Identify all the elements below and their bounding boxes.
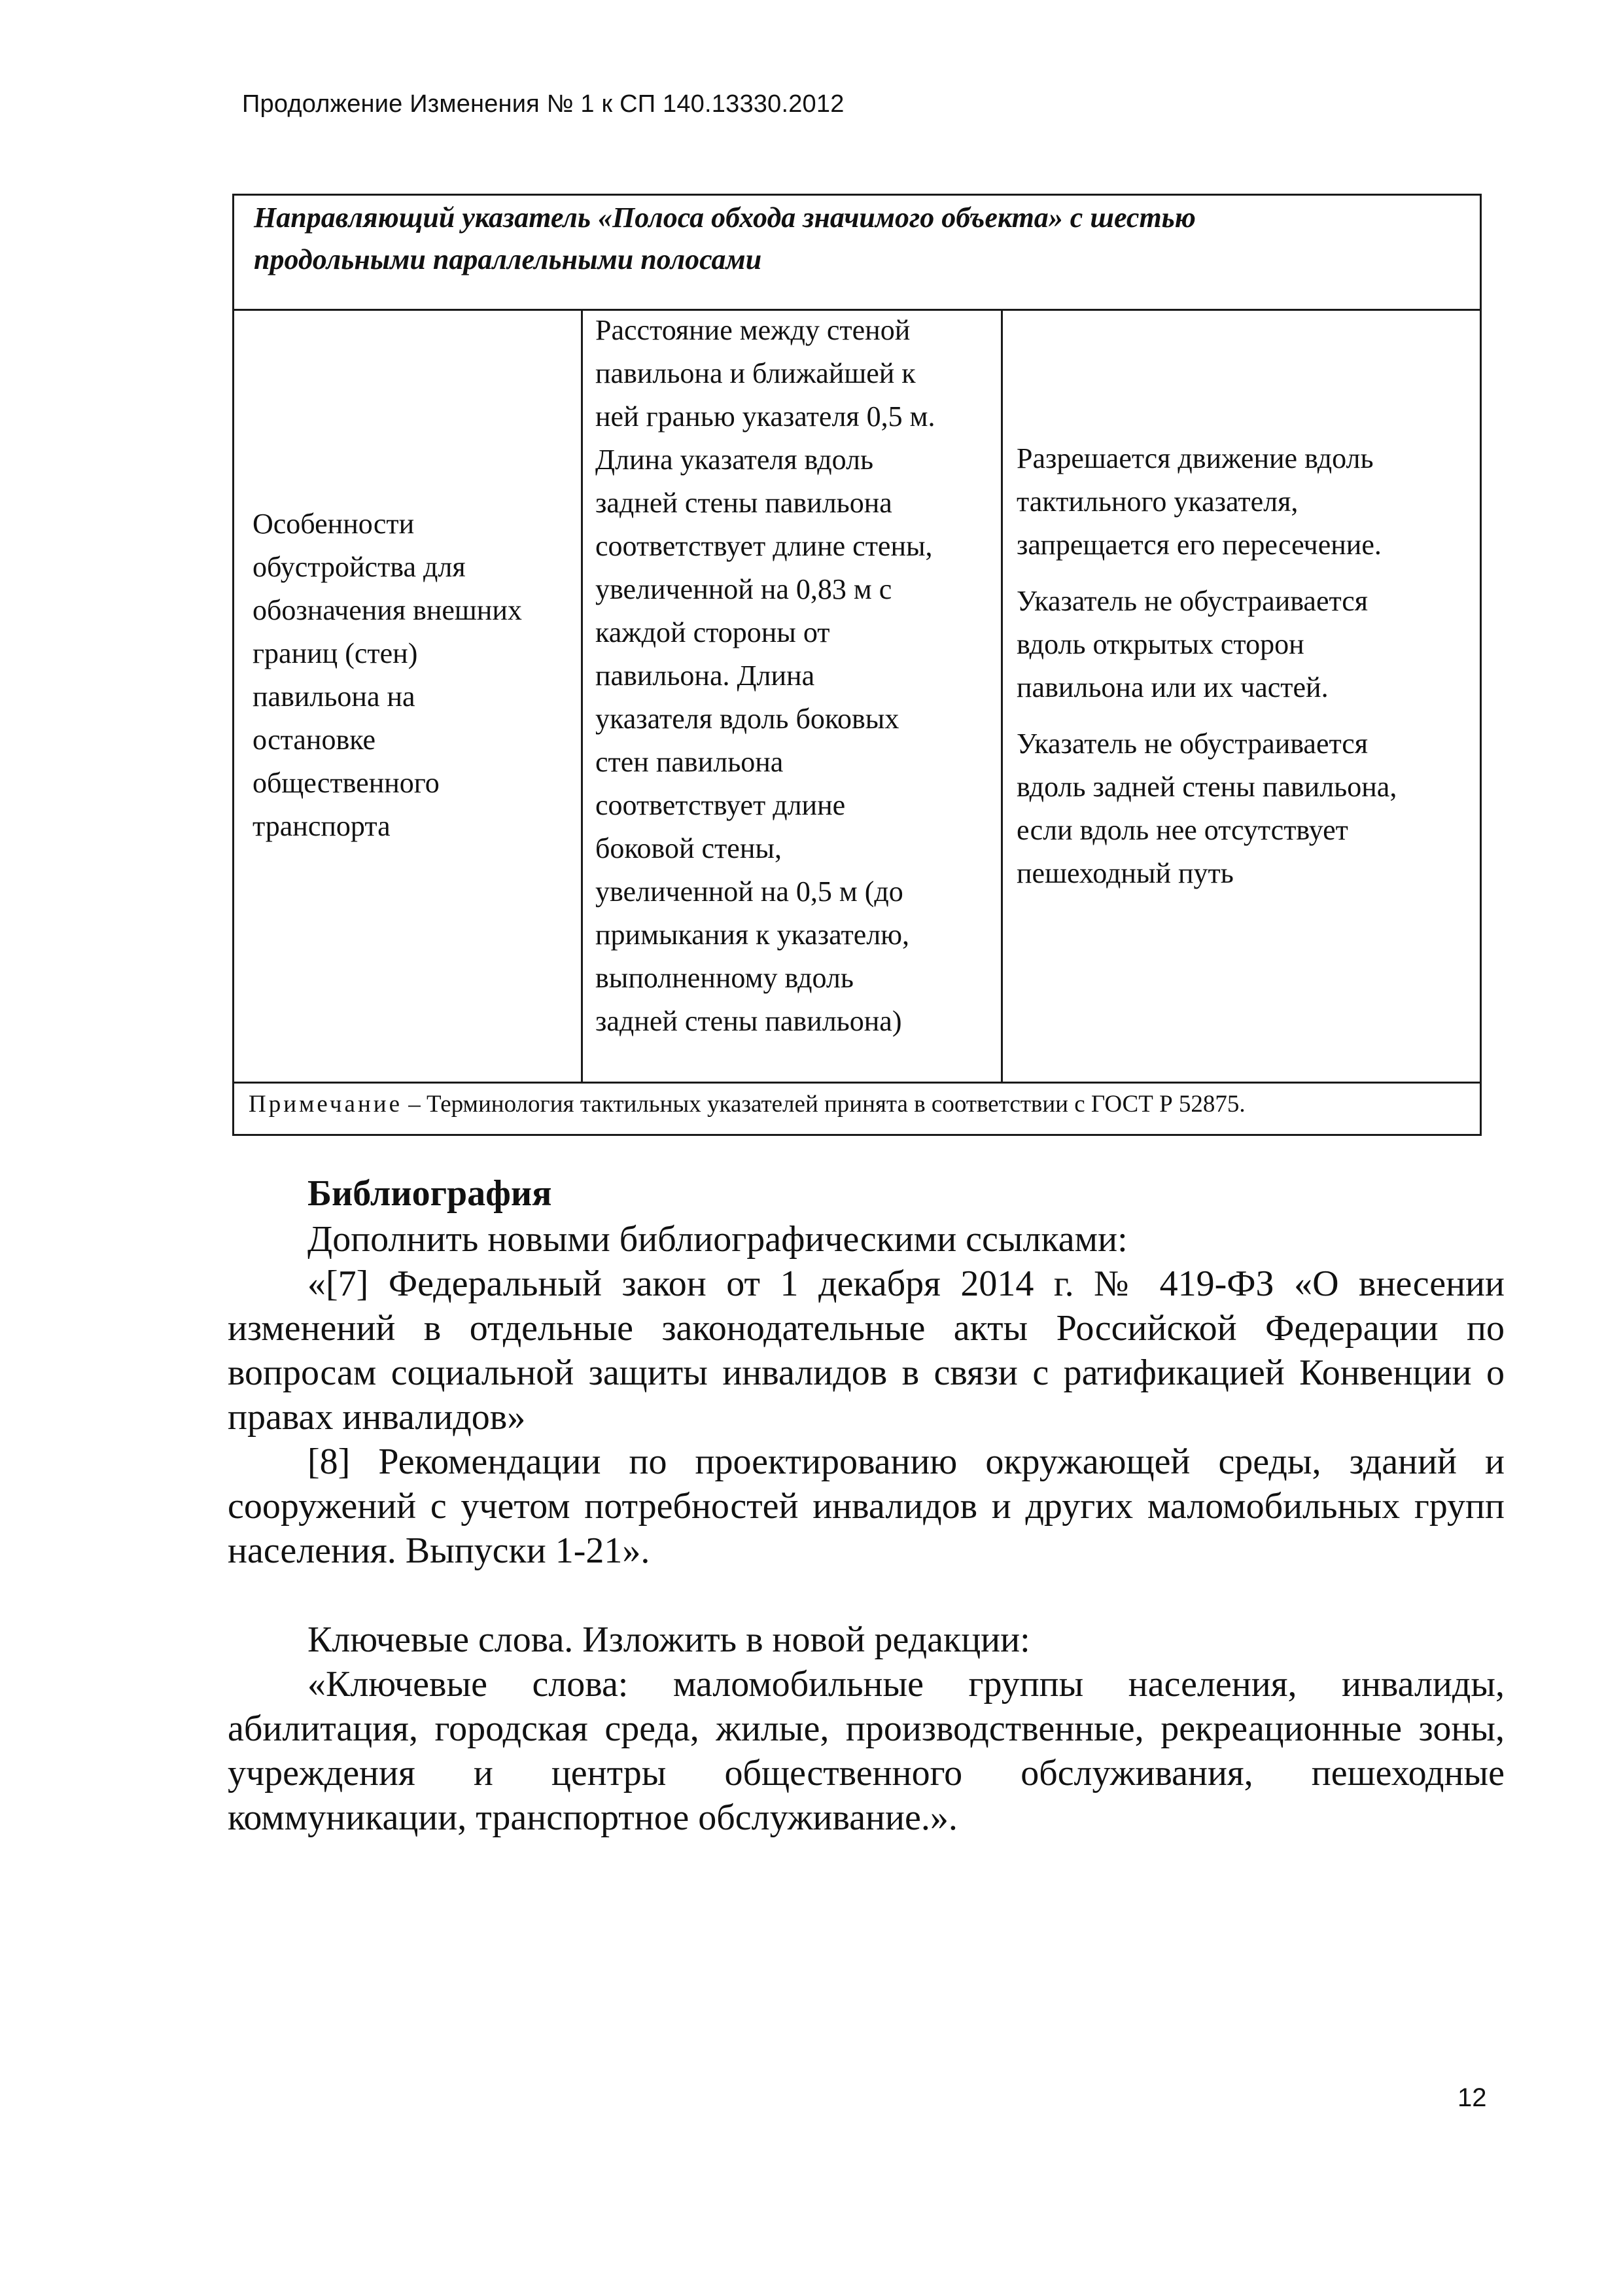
table-cell-line: общественного bbox=[253, 767, 440, 799]
reference-7-line: правах инвалидов» bbox=[228, 1397, 526, 1438]
table-cell-line: стен павильона bbox=[595, 746, 784, 778]
table-cell-line: соответствует длине стены, bbox=[595, 530, 933, 562]
table-cell-line: павильона на bbox=[253, 680, 415, 713]
table-body-row bbox=[234, 311, 1480, 1082]
reference-8-line: населения. Выпуски 1-21». bbox=[228, 1530, 650, 1571]
table-heading-row bbox=[234, 196, 1480, 311]
keywords-line: учреждения и центры общественного обслуживания, пешеходные bbox=[228, 1753, 1505, 1793]
table-heading-line: продольными параллельными полосами bbox=[254, 243, 762, 275]
table-cell-line: Указатель не обустраивается bbox=[1017, 728, 1369, 760]
table-heading-line: Направляющий указатель «Полоса обхода значимого объекта» с шестью bbox=[254, 202, 1196, 234]
note-text: – Терминология тактильных указателей принята в соответствии с ГОСТ Р 52875. bbox=[402, 1091, 1246, 1118]
column-divider bbox=[581, 311, 583, 1082]
table-cell-line: вдоль открытых сторон bbox=[1017, 628, 1304, 660]
table-cell-line: границ (стен) bbox=[253, 637, 418, 669]
table-cell-line: если вдоль нее отсутствует bbox=[1017, 814, 1348, 846]
table-cell-line: тактильного указателя, bbox=[1017, 486, 1299, 518]
table-cell-line: пешеходный путь bbox=[1017, 857, 1234, 889]
table-cell-line: павильона или их частей. bbox=[1017, 671, 1329, 703]
reference-8-line: [8] Рекомендации по проектированию окружающей среды, зданий и bbox=[307, 1441, 1505, 1482]
table-cell-line: увеличенной на 0,5 м (до bbox=[595, 875, 903, 908]
table-note-row bbox=[234, 1082, 1480, 1134]
table-cell-line: Длина указателя вдоль bbox=[595, 444, 874, 476]
column-divider bbox=[1001, 311, 1003, 1082]
running-header: Продолжение Изменения № 1 к СП 140.13330.2012 bbox=[242, 90, 845, 118]
table-cell-line: боковой стены, bbox=[595, 832, 782, 864]
table-cell-line: указателя вдоль боковых bbox=[595, 703, 899, 735]
table-cell-line: ней гранью указателя 0,5 м. bbox=[595, 400, 935, 433]
table-note bbox=[249, 1090, 1246, 1118]
table-cell-line: запрещается его пересечение. bbox=[1017, 529, 1382, 561]
table-cell-line: Расстояние между стеной bbox=[595, 314, 911, 346]
reference-8-line: сооружений с учетом потребностей инвалидов и других маломобильных групп bbox=[228, 1486, 1505, 1527]
table-cell-line: павильона. Длина bbox=[595, 660, 815, 692]
table-cell-line: примыкания к указателю, bbox=[595, 919, 910, 951]
table-cell-line: обозначения внешних bbox=[253, 594, 522, 626]
reference-7-line: изменений в отдельные законодательные акты Российской Федерации по bbox=[228, 1308, 1505, 1349]
page-number: 12 bbox=[1457, 2083, 1487, 2112]
table-cell-line: задней стены павильона bbox=[595, 487, 892, 519]
keywords-line: коммуникации, транспортное обслуживание.». bbox=[228, 1797, 958, 1838]
table-cell-line: Особенности bbox=[253, 508, 415, 540]
table-cell-line: вдоль задней стены павильона, bbox=[1017, 771, 1397, 803]
table-cell-line: соответствует длине bbox=[595, 789, 846, 821]
requirements-table bbox=[232, 194, 1482, 1136]
keywords-intro: Ключевые слова. Изложить в новой редакции: bbox=[307, 1619, 1030, 1660]
reference-7-line: вопросам социальной защиты инвалидов в связи с ратификацией Конвенции о bbox=[228, 1352, 1505, 1393]
bibliography-intro: Дополнить новыми библиографическими ссылками: bbox=[307, 1219, 1128, 1260]
table-cell-line: обустройства для bbox=[253, 551, 466, 583]
table-cell-line: увеличенной на 0,83 м с bbox=[595, 573, 892, 605]
keywords-line: абилитация, городская среда, жилые, производственные, рекреационные зоны, bbox=[228, 1708, 1505, 1749]
table-cell-line: остановке bbox=[253, 724, 376, 756]
table-cell-line: каждой стороны от bbox=[595, 616, 830, 648]
keywords-line: «Ключевые слова: маломобильные группы населения, инвалиды, bbox=[307, 1664, 1505, 1704]
table-cell-line: Указатель не обустраивается bbox=[1017, 585, 1369, 617]
table-cell-line: транспорта bbox=[253, 810, 391, 842]
table-cell-line: Разрешается движение вдоль bbox=[1017, 442, 1374, 474]
table-cell-line: выполненному вдоль bbox=[595, 962, 854, 994]
table-cell-line: задней стены павильона) bbox=[595, 1005, 902, 1037]
table-cell-line: павильона и ближайшей к bbox=[595, 357, 916, 389]
bibliography-title: Библиография bbox=[307, 1173, 552, 1214]
reference-7-line: «[7] Федеральный закон от 1 декабря 2014 г. № 419-ФЗ «О внесении bbox=[307, 1263, 1505, 1304]
note-label: Примечание bbox=[249, 1091, 402, 1118]
